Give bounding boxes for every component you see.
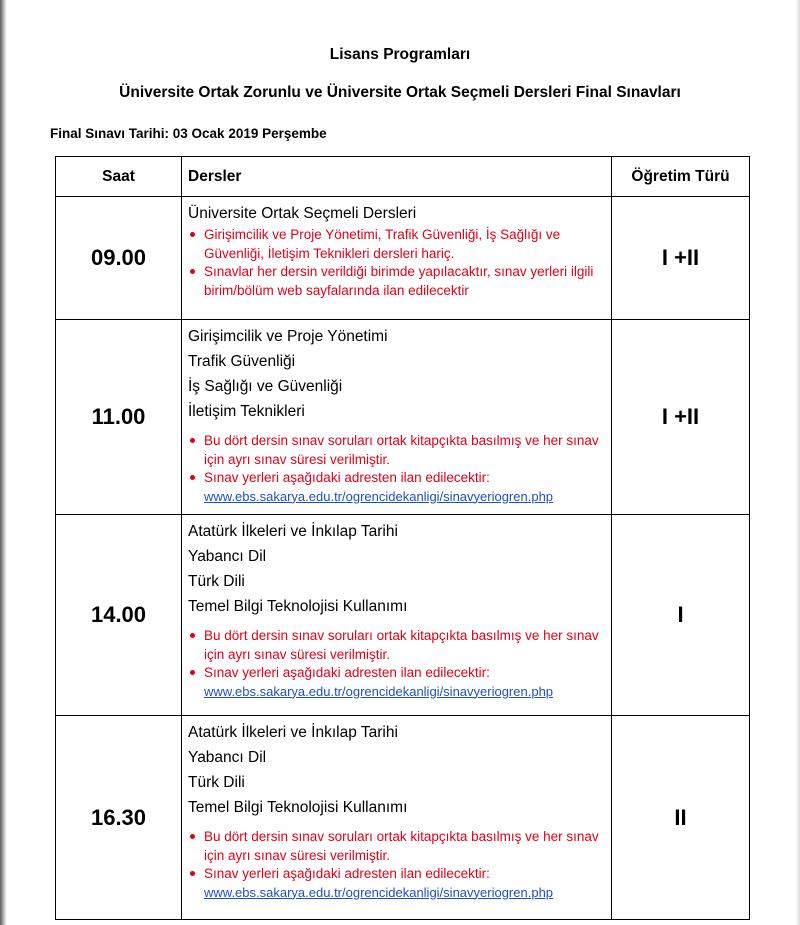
course-name: Türk Dili: [188, 774, 245, 791]
exam-location-link[interactable]: www.ebs.sakarya.edu.tr/ogrencidekanligi/sinavyeriogren.php: [204, 884, 554, 900]
exam-time: 16.30: [56, 716, 182, 920]
education-type: I +II: [612, 320, 750, 515]
table-row: [56, 716, 750, 920]
note-text: Sınavlar her dersin verildiği birimde yapılacaktır, sınav yerleri ilgili birim/bölüm web sayfalarında ilan edilecektir: [204, 264, 594, 298]
table-row: [56, 320, 750, 515]
header-ogretim-turu: Öğretim Türü: [612, 157, 750, 197]
table-row: [56, 515, 750, 716]
page-right-edge: [795, 0, 800, 925]
page-title: Lisans Programları: [329, 46, 471, 63]
note-item: [188, 226, 605, 263]
note-item: [188, 263, 605, 300]
notes-list: [188, 226, 605, 300]
education-type: I +II: [612, 197, 750, 320]
note-text: Sınav yerleri aşağıdaki adresten ilan edilecektir:: [204, 866, 490, 881]
course-name: Temel Bilgi Teknolojisi Kullanımı: [188, 799, 408, 816]
table-header-row: [56, 157, 750, 197]
course-cell: [182, 197, 612, 320]
note-text: Sınav yerleri aşağıdaki adresten ilan edilecektir:: [204, 665, 490, 680]
bullet-icon: [190, 834, 195, 839]
exam-location-link[interactable]: www.ebs.sakarya.edu.tr/ogrencidekanligi/sinavyeriogren.php: [204, 683, 554, 699]
exam-time: 11.00: [56, 320, 182, 515]
note-text: Bu dört dersin sınav soruları ortak kitapçıkta basılmış ve her sınav için ayrı sınav süresi verilmiştir.: [204, 433, 599, 467]
header-saat: Saat: [56, 157, 182, 197]
course-cell: [182, 320, 612, 515]
bullet-icon: [190, 871, 195, 876]
exam-schedule-table: [55, 156, 750, 920]
notes-list: [188, 627, 605, 701]
notes-list: [188, 432, 605, 506]
exam-time: 09.00: [56, 197, 182, 320]
course-name: Girişimcilik ve Proje Yönetimi: [188, 328, 388, 345]
note-item: [188, 627, 605, 664]
course-name: Temel Bilgi Teknolojisi Kullanımı: [188, 598, 408, 615]
course-name: Üniversite Ortak Seçmeli Dersleri: [188, 205, 417, 222]
spacer: [188, 424, 605, 432]
course-name: Atatürk İlkeleri ve İnkılap Tarihi: [188, 523, 398, 540]
course-name: Atatürk İlkeleri ve İnkılap Tarihi: [188, 724, 398, 741]
course-name: İş Sağlığı ve Güvenliği: [188, 378, 343, 395]
bullet-icon: [190, 438, 195, 443]
course-name: İletişim Teknikleri: [188, 403, 305, 420]
bullet-icon: [190, 269, 195, 274]
note-text: Sınav yerleri aşağıdaki adresten ilan edilecektir:: [204, 470, 490, 485]
exam-location-link[interactable]: www.ebs.sakarya.edu.tr/ogrencidekanligi/sinavyeriogren.php: [204, 488, 554, 504]
exam-time: 14.00: [56, 515, 182, 716]
header-dersler: Dersler: [182, 157, 612, 197]
bullet-icon: [190, 475, 195, 480]
exam-date: Final Sınavı Tarihi: 03 Ocak 2019 Perşembe: [50, 126, 327, 141]
note-item: [188, 469, 605, 506]
note-item: [188, 664, 605, 701]
course-name: Yabancı Dil: [188, 548, 267, 565]
course-name: Yabancı Dil: [188, 749, 267, 766]
education-type: II: [612, 716, 750, 920]
bullet-icon: [190, 232, 195, 237]
spacer: [188, 619, 605, 627]
note-text: Girişimcilik ve Proje Yönetimi, Trafik Güvenliği, İş Sağlığı ve Güvenliği, İletişim Teknikleri dersleri hariç.: [204, 227, 561, 261]
note-item: [188, 432, 605, 469]
course-name: Türk Dili: [188, 573, 245, 590]
bullet-icon: [190, 633, 195, 638]
note-text: Bu dört dersin sınav soruları ortak kitapçıkta basılmış ve her sınav için ayrı sınav süresi verilmiştir.: [204, 829, 599, 863]
course-cell: [182, 515, 612, 716]
page-subtitle: Üniversite Ortak Zorunlu ve Üniversite Ortak Seçmeli Dersleri Final Sınavları: [119, 84, 681, 101]
course-name: Trafik Güvenliği: [188, 353, 296, 370]
note-item: [188, 865, 605, 902]
education-type: I: [612, 515, 750, 716]
note-item: [188, 828, 605, 865]
bullet-icon: [190, 670, 195, 675]
table-row: [56, 197, 750, 320]
course-cell: [182, 716, 612, 920]
spacer: [188, 820, 605, 828]
notes-list: [188, 828, 605, 902]
page-shadow-edge: [0, 0, 7, 925]
note-text: Bu dört dersin sınav soruları ortak kitapçıkta basılmış ve her sınav için ayrı sınav süresi verilmiştir.: [204, 628, 599, 662]
